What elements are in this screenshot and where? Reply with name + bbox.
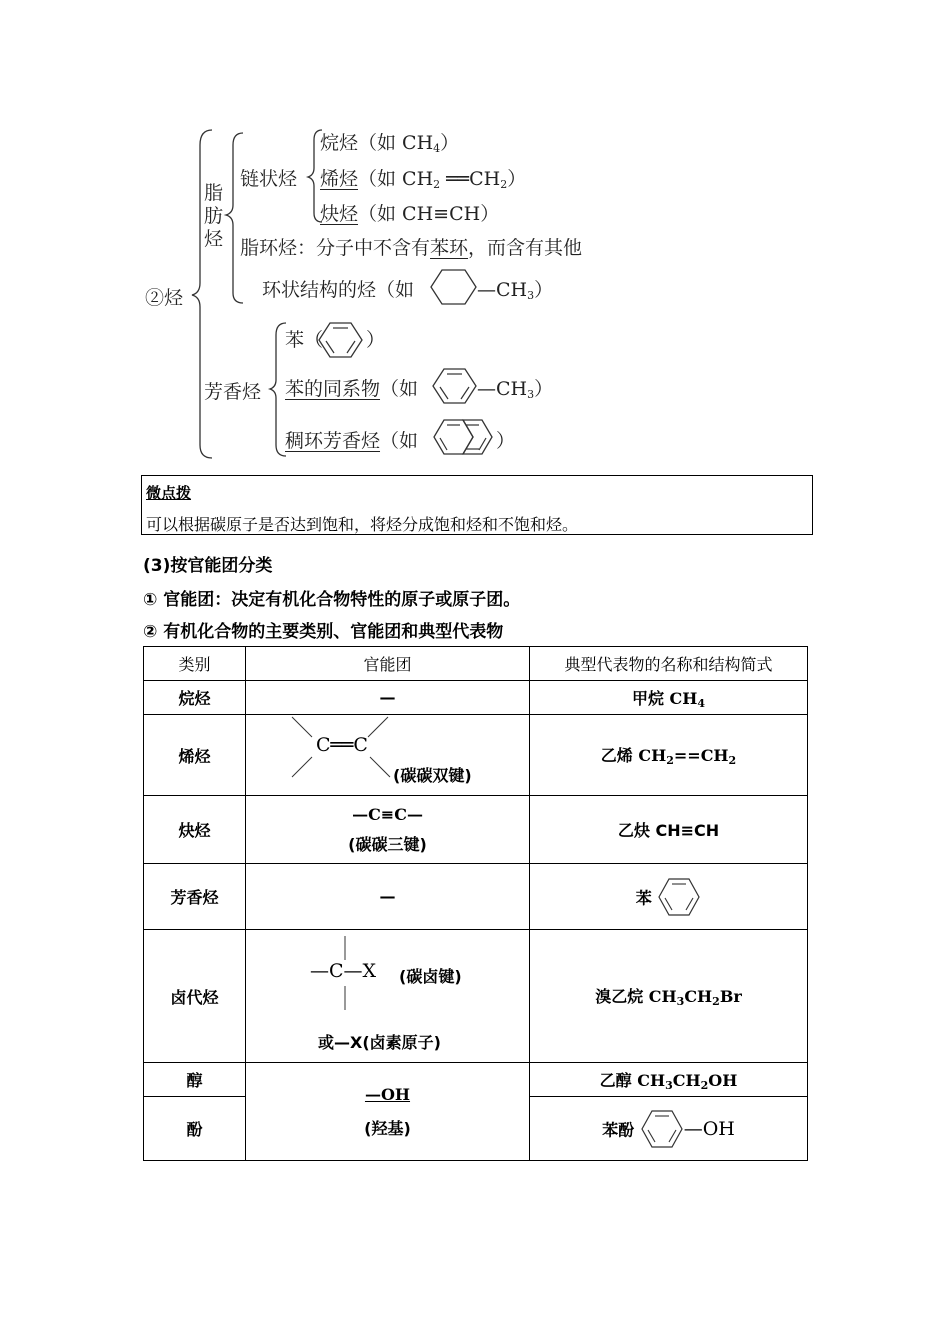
hydroxyl-text: —OH (364, 1084, 411, 1104)
fused-end: ） (496, 430, 516, 452)
alkane-row: 烷烃（如 $CH_4$） (320, 132, 460, 155)
hydroxyl-label: (羟基) (364, 1118, 411, 1138)
table-row-alkane (144, 681, 808, 715)
halogen-atom-label: 或—X(卤素原子) (318, 1033, 441, 1052)
group-cell (246, 715, 530, 796)
representative-cell: 乙炔 CH≡CH (530, 796, 808, 864)
table-row-haloalkane (144, 930, 808, 1063)
alkene-label: 烯烃 (320, 168, 359, 190)
category-cell: 酚 (144, 1097, 246, 1161)
table-row-aromatic (144, 864, 808, 930)
homolog-label: 苯的同系物 (285, 378, 381, 400)
tip-title: 微点拨 (146, 484, 192, 502)
category-cell: 醇 (144, 1063, 246, 1097)
category-cell: 炔烃 (144, 796, 246, 864)
benzene-label: 苯（ (285, 329, 324, 351)
cyclohexane-ring (431, 270, 476, 304)
category-cell: 烯烃 (144, 715, 246, 796)
benzene-end: ） (366, 329, 386, 351)
group-cell: — (246, 681, 530, 715)
header-category: 类别 (144, 647, 246, 681)
representative-cell: 苯酚 —OH (530, 1097, 808, 1161)
triple-bond-text: —C≡C— (352, 804, 423, 824)
section-item-1: ① 官能团：决定有机化合物特性的原子或原子团。 (143, 590, 521, 610)
tip-box (141, 475, 813, 535)
header-group: 官能团 (246, 647, 530, 681)
alicyclic-methyl: $—CH_3$） (477, 279, 554, 302)
carbon-halogen-text: —C—X (310, 960, 377, 982)
naphthalene-structure (434, 420, 492, 454)
representative-cell: 乙烯 $CH_2==CH_2$ (530, 715, 808, 796)
phenol-hydroxyl: —OH (683, 1117, 735, 1140)
double-bond-label: (碳碳双键) (393, 766, 472, 785)
representative-cell: 甲烷 $CH_4$ (530, 681, 808, 715)
table-row-alcohol (144, 1063, 808, 1097)
triple-bond-label: (碳碳三键) (348, 834, 427, 854)
functional-group-table (143, 646, 808, 1161)
tip-body: 可以根据碳原子是否达到饱和，将烃分成饱和烃和不饱和烃。 (146, 515, 579, 534)
table-header-row (144, 647, 808, 681)
section-item-2: ② 有机化合物的主要类别、官能团和典型代表物 (143, 622, 504, 642)
fused-row: 稠环芳香烃（如 (285, 430, 419, 452)
group-cell (246, 930, 530, 1063)
group-cell (246, 796, 530, 864)
category-cell: 烷烃 (144, 681, 246, 715)
homolog-row: 苯的同系物（如 (285, 378, 419, 400)
double-bond-text: C══C (316, 734, 368, 756)
fused-label: 稠环芳香烃 (285, 430, 381, 452)
group-cell: — (246, 864, 530, 930)
root-label: ②烃 (145, 287, 184, 309)
alicyclic-line2: 环状结构的烃（如 (262, 279, 415, 301)
phenol-ring-icon (640, 1107, 684, 1151)
category-cell: 芳香烃 (144, 864, 246, 930)
chain-label: 链状烃 (240, 168, 298, 190)
table-row-alkene (144, 715, 808, 796)
aliphatic-label: 脂肪烃 (204, 182, 224, 250)
representative-cell: 乙醇 $CH_3CH_2OH$ (530, 1063, 808, 1097)
alkyne-row: 炔烃（如 CH≡CH） (320, 203, 500, 225)
category-cell: 卤代烃 (144, 930, 246, 1063)
section-heading: (3)按官能团分类 (143, 556, 273, 576)
representative-cell: 溴乙烷 $CH_3CH_2Br$ (530, 930, 808, 1063)
alkane-label: 烷烃 (320, 132, 359, 154)
alkyne-label: 炔烃 (320, 203, 359, 225)
representative-cell: 苯 (530, 864, 808, 930)
table-row-alkyne (144, 796, 808, 864)
alicyclic-line1: 脂环烃：分子中不含有苯环，而含有其他 (240, 237, 583, 259)
group-cell-hydroxyl (246, 1063, 530, 1161)
aromatic-label: 芳香烃 (204, 381, 262, 403)
carbon-halogen-label: (碳卤键) (399, 967, 462, 986)
benzene-ring-icon (657, 875, 701, 919)
alkene-row: 烯烃（如 $CH_2$ $══CH_2$） (320, 168, 527, 191)
header-representative: 典型代表物的名称和结构简式 (530, 647, 808, 681)
benzene-structure (319, 323, 362, 357)
homolog-methyl: $—CH_3$） (477, 378, 554, 401)
toluene-structure (433, 369, 476, 403)
